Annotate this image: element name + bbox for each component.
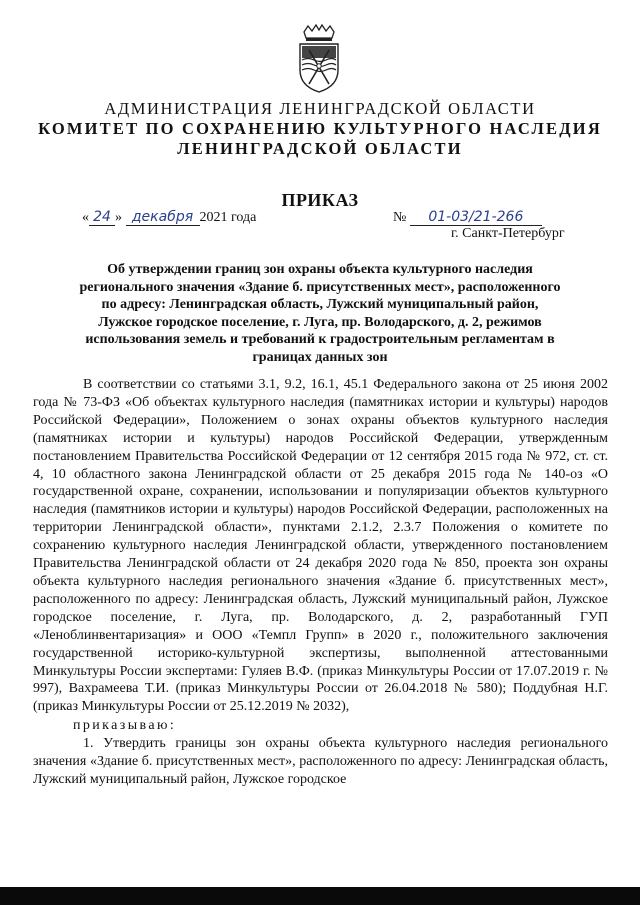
- subject-line: по адресу: Ленинградская область, Лужский муниципальный район,: [101, 297, 539, 313]
- number-prefix: №: [393, 210, 407, 225]
- coat-of-arms-emblem: [296, 22, 342, 94]
- item-1-paragraph: 1. Утвердить границы зон охраны объекта культурного наследия регионального значения «Здание б. присутственных мест», расположенного по адресу: Ленинградская область, Лужский муниципальный район, Лужское городское: [33, 736, 608, 787]
- preamble-paragraph: В соответствии со статьями 3.1, 9.2, 16.1, 45.1 Федерального закона от 25 июня 2002 года № 73-ФЗ «Об объектах культурного наследия (памятниках истории и культуры) народов Российской Федерации», Положением о зонах охраны объектов культурного наследия (памятниках истории и культуры) народов Российской Федерации, утвержденным постановлением Правительства Российской Федерации от 12 сентября 2015 года № 972, ст. ст. 4, 10 областного закона Ленинградской области от 25 декабря 2015 года № 140-оз «О государственной охране, сохранении, использовании и популяризации объектов культурного наследия (памятников истории и культуры) народов Российской Федерации, расположенных на территории Ленинградской области», пунктами 2.1.2, 2.3.7 Положения о комитете по сохранению культурного наследия Ленинградской области, утвержденного постановлением Правительства Ленинградской области от 24 декабря 2020 года № 850, проекта зон охраны объекта культурного наследия регионального значения «Здание б. присутственных мест», расположенного по адресу: Ленинградская область, Лужский муниципальный район, Лужское городское поселение, г. Луга, пр. Володарского, д. 2, разработанный ГУП «Леноблинвентаризация» и ООО «Темпл Групп» в 2020 г., положительного заключения государственной историко-культурной экспертизы, выполненной аттестованными Минкультуры России экспертами: Гуляев В.Ф. (приказ Минкультуры России от 17.07.2019 г. № 997), Вахрамеева Т.И. (приказ Минкультуры России от 26.04.2018 № 580); Поддубная Н.Г. (приказ Минкультуры России от 25.12.2019 № 2032),: [33, 377, 608, 715]
- header-administration: АДМИНИСТРАЦИЯ ЛЕНИНГРАДСКОЙ ОБЛАСТИ: [104, 99, 536, 118]
- order-word: приказываю:: [73, 718, 177, 734]
- document-number: [393, 209, 542, 226]
- subject-line: Об утверждении границ зон охраны объекта культурного наследия: [107, 262, 533, 277]
- scan-bottom-edge: [0, 887, 640, 905]
- date-open-quote: «: [82, 210, 89, 225]
- document-subject: [60, 261, 580, 367]
- header-region: ЛЕНИНГРАДСКОЙ ОБЛАСТИ: [177, 139, 463, 158]
- date-close-quote: »: [115, 210, 122, 225]
- subject-line: границах данных зон: [252, 349, 388, 365]
- date-day-handwritten: 24: [89, 209, 115, 226]
- date-month-handwritten: декабря: [126, 209, 200, 226]
- subject-line: Лужское городское поселение, г. Луга, пр. Володарского, д. 2, режимов: [98, 314, 542, 330]
- document-date: [82, 209, 256, 226]
- header-committee: КОМИТЕТ ПО СОХРАНЕНИЮ КУЛЬТУРНОГО НАСЛЕДИЯ: [38, 119, 602, 138]
- date-year: 2021 года: [199, 210, 257, 225]
- document-city: г. Санкт-Петербург: [451, 226, 565, 241]
- document-body: [33, 376, 608, 789]
- number-handwritten: 01-03/21-266: [410, 209, 542, 226]
- document-title: ПРИКАЗ: [281, 190, 359, 210]
- subject-line: использования земель и требований к градостроительным регламентам в: [85, 332, 555, 348]
- subject-line: регионального значения «Здание б. присутственных мест», расположенного: [79, 279, 561, 295]
